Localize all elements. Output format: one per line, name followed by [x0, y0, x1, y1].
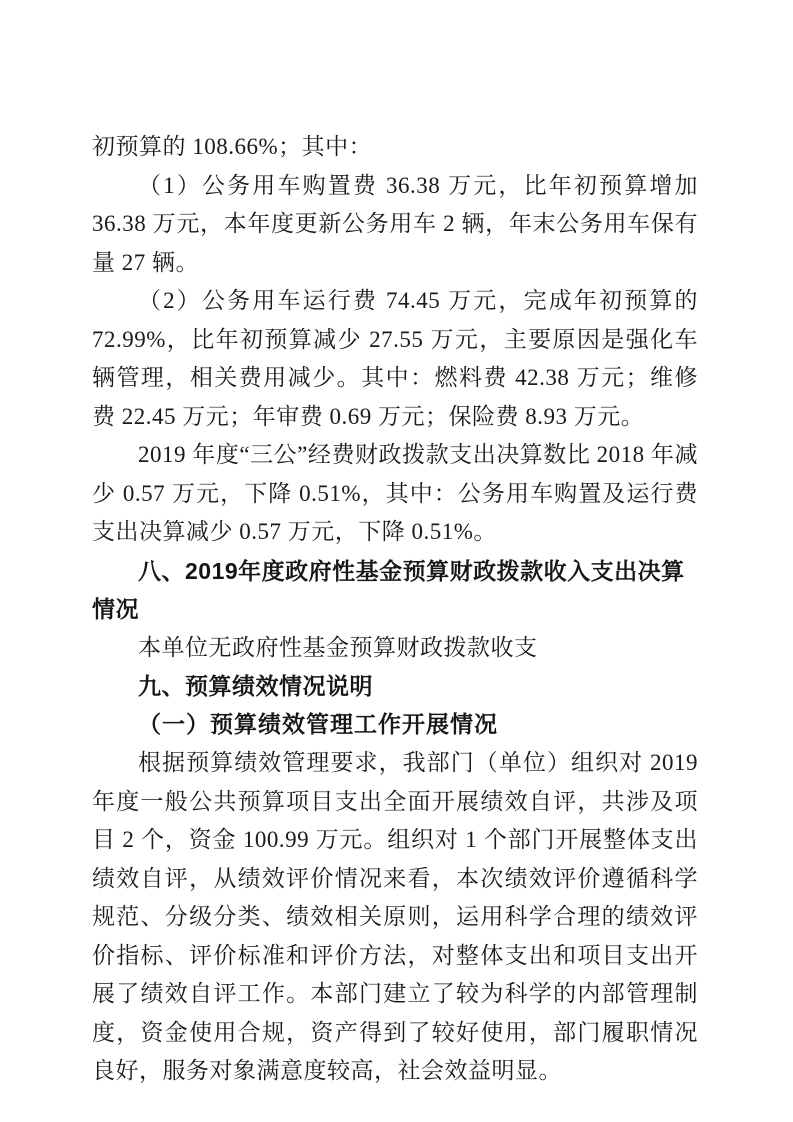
paragraph-no-government-fund: 本单位无政府性基金预算财政拨款收支: [138, 634, 538, 660]
paragraph-performance-self-evaluation: 根据预算绩效管理要求，我部门（单位）组织对 2019 年度一般公共预算项目支出全面开展绩效自评，共涉及项目 2 个，资金 100.99 万元。组织对 1 个部门开展整体支出绩效自评，从绩效评价情况来看，本次绩效评价遵循科学规范、分级分类、绩效相关原则，运用科学合理的绩效评价指标、评价标准和评价方法，对整体支出和项目支出开展了绩效自评工作。本部门建立了较为科学的内部管理制度，资金使用合规，资产得到了较好使用，部门履职情况良好，服务对象满意度较高，社会效益明显。: [92, 750, 698, 1083]
paragraph-initial-budget-percent: 初预算的 108.66%；其中：: [92, 134, 373, 159]
paragraph-three-public-funds-comparison: 2019 年度“三公”经费财政拨款支出决算数比 2018 年减少 0.57 万元，下降 0.51%，其中：公务用车购置及运行费支出决算减少 0.57 万元，下降 0.51%。: [92, 442, 698, 544]
heading-section-8-government-fund-budget: 八、2019年度政府性基金预算财政拨款收入支出决算情况: [92, 557, 685, 622]
paragraph-vehicle-purchase-expense: （1）公务用车购置费 36.38 万元，比年初预算增加 36.38 万元，本年度更新公务用车 2 辆，年末公务用车保有量 27 辆。: [92, 172, 698, 275]
heading-section-9-budget-performance: 九、预算绩效情况说明: [138, 673, 373, 699]
paragraph-vehicle-operation-expense: （2）公务用车运行费 74.45 万元，完成年初预算的 72.99%，比年初预算减少 27.55 万元，主要原因是强化车辆管理，相关费用减少。其中：燃料费 42.38 万元；维修费 22.45 万元；年审费 0.69 万元；保险费 8.93 万元。: [92, 288, 698, 429]
heading-section-9-1-performance-management: （一）预算绩效管理工作开展情况: [138, 710, 498, 738]
